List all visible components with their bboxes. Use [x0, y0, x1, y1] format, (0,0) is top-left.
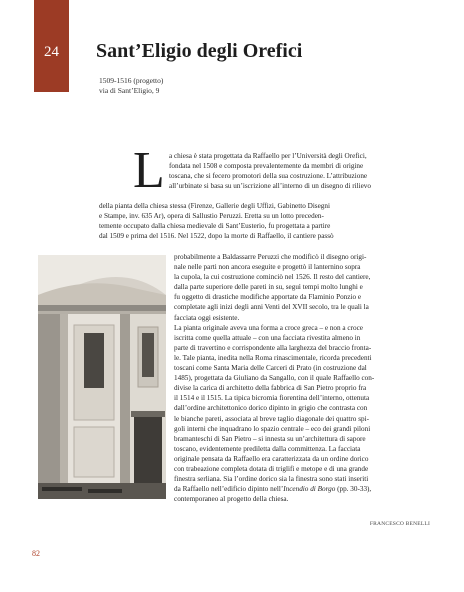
text-line: della pianta della chiesa stessa (Firenze, Gallerie degli Uffizi, Gabinetto Disegni — [99, 202, 330, 210]
text-line: toscani come Santa Maria delle Carceri di Prato (in costruzione dal — [174, 364, 367, 373]
text-line: le. Tale pianta, inedita nella Roma rinascimentale, ricorda precedenti — [174, 353, 372, 362]
text-line: dall’ordine architettonico dorico dipinto in grigio che contrasta con — [174, 404, 368, 413]
text-line: la cupola, la cui costruzione cominciò nel 1526. Il resto del cantiere, — [174, 273, 371, 282]
text-fragment: (pp. 30-33), — [335, 485, 372, 494]
text-line: finestra serliana. Sia l’ordine dorico sia la finestra sono stati inseriti — [174, 475, 369, 484]
address: via di Sant’Eligio, 9 — [99, 86, 160, 95]
text-line: facciata oggi esistente. — [174, 313, 240, 322]
text-line: e Stampe, inv. 635 Ar), opera di Sallustio Peruzzi. Eretta su un lotto preceden- — [99, 212, 324, 221]
text-line: completate agli inizi degli anni Venti del XVII secolo, tra le quali la — [174, 303, 369, 312]
text-line: iscritta come quella attuale – con una facciata rivestita almeno in — [174, 333, 361, 342]
text-line: dalla parte superiore delle pareti in su, seguì tempi molto lunghi e — [174, 283, 363, 292]
text-line: contemporaneo al progetto della chiesa. — [174, 495, 289, 504]
chapter-number-block — [34, 0, 69, 92]
text-line: parte di travertino e corrispondente alla larghezza del braccio fronta- — [174, 343, 372, 352]
project-dates: 1509-1516 (progetto) — [99, 76, 164, 85]
text-line: divise la carica di architetto della fabbrica di San Pietro proprio fra — [174, 384, 367, 393]
text-line: probabilmente a Baldassarre Peruzzi che modificò il disegno origi- — [174, 253, 367, 261]
text-line: goli interni che inquadrano lo spazio centrale – eco dei grandi piloni — [174, 424, 371, 433]
chapter-number: 24 — [44, 44, 59, 60]
drop-cap: L — [133, 142, 165, 199]
text-line: fu oggetto di drastiche modifiche apportate da Flaminio Ponzio e — [174, 293, 362, 302]
text-line: originale pensata da Raffaello era caratterizzata da un ordine dorico — [174, 454, 369, 463]
page-title: Sant’Eligio degli Orefici — [96, 40, 303, 62]
text-line: il 1514 e il 1515. La tipica bicromia fiorentina dell’interno, ottenuta — [174, 394, 370, 403]
text-line: temente occupato dalla chiesa medievale di Sant’Eusterio, fu progettata a partire — [99, 222, 331, 231]
building-meta — [99, 76, 163, 96]
text-line: fondata nel 1508 e composta prevalentemente da membri di origine — [169, 162, 364, 171]
author-credit: FRANCESCO BENELLI — [369, 521, 430, 527]
text-line: dal 1509 e prima del 1516. Nel 1522, dopo la morte di Raffaello, il cantiere passò — [99, 232, 334, 241]
church-interior-photo — [38, 255, 166, 499]
text-block-beside-photo — [174, 252, 432, 504]
text-line: nale nelle parti non ancora eseguite e progettò il lanternino sopra — [174, 263, 361, 272]
page-number: 82 — [32, 549, 40, 558]
text-line: a chiesa è stata progettata da Raffaello per l’Università degli Orefici, — [169, 152, 367, 160]
text-line: con trabeazione completa dotata di triglifi e metope e di una grande — [174, 464, 369, 473]
text-fragment: da Raffaello nell’edificio dipinto nell’ — [174, 485, 284, 494]
text-line: La pianta originale aveva una forma a croce greca – e non a croce — [174, 323, 363, 332]
text-line: bramanteschi di San Pietro – si innesta su un’architettura di sapore — [174, 434, 366, 443]
church-interior-illustration — [38, 255, 166, 499]
text-line: 1485), progettata da Giuliano da Sangallo, con il quale Raffaello con- — [174, 374, 375, 383]
text-block-full-width — [99, 201, 431, 241]
artwork-title: Incendio di Borgo — [283, 485, 336, 494]
text-line: all’urbinate si basa su un’iscrizione all’interno di un disegno di rilievo — [169, 182, 371, 191]
text-line: toscano, evidentemente prediletta dalla committenza. La facciata — [174, 444, 361, 453]
text-line: toscana, che si fecero promotori della sua costruzione. L’attribuzione — [169, 172, 368, 181]
text-block-intro — [169, 151, 431, 191]
text-line: le bianche pareti, associata al breve taglio diagonale dei quattro spi- — [174, 414, 369, 423]
text-line — [174, 484, 432, 494]
